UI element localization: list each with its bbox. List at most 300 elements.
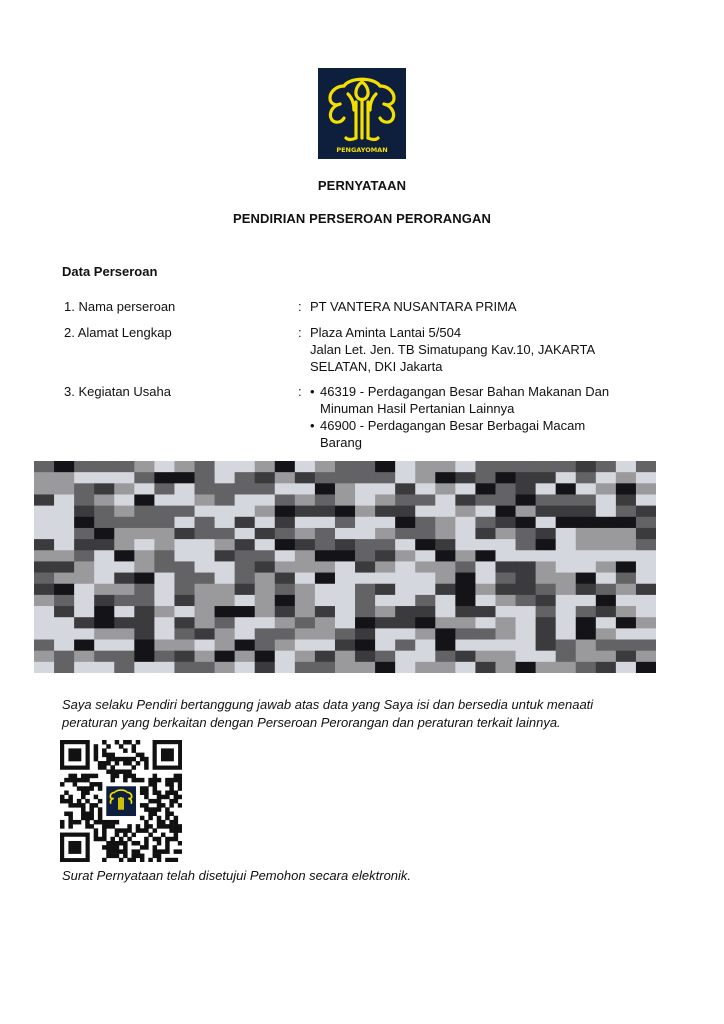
- redaction-cell: [355, 628, 376, 640]
- redaction-cell: [235, 494, 256, 506]
- qr-module: [161, 849, 166, 854]
- redaction-cell: [375, 640, 396, 652]
- redaction-cell: [375, 461, 396, 473]
- qr-module: [102, 740, 107, 745]
- redaction-cell: [174, 494, 195, 506]
- redaction-cell: [415, 651, 436, 663]
- redaction-cell: [114, 539, 135, 551]
- qr-module: [140, 786, 145, 791]
- redaction-cell: [375, 494, 396, 506]
- redaction-cell: [516, 651, 537, 663]
- qr-module: [102, 828, 107, 833]
- redaction-cell: [636, 595, 656, 607]
- qr-module: [89, 803, 94, 808]
- redaction-cell: [235, 517, 256, 529]
- redaction-cell: [435, 494, 456, 506]
- redaction-cell: [134, 461, 155, 473]
- redaction-cell: [275, 461, 296, 473]
- redaction-cell: [114, 584, 135, 596]
- redaction-cell: [616, 662, 637, 673]
- qr-module: [81, 812, 86, 817]
- redaction-cell: [134, 517, 155, 529]
- qr-module: [115, 774, 120, 779]
- qr-module: [123, 740, 128, 745]
- qr-module: [169, 782, 174, 787]
- qr-module: [174, 778, 179, 783]
- redaction-cell: [134, 628, 155, 640]
- redaction-cell: [154, 461, 175, 473]
- redaction-cell: [74, 662, 95, 673]
- redaction-cell: [475, 584, 496, 596]
- qr-module: [102, 748, 107, 753]
- redaction-cell: [154, 640, 175, 652]
- redaction-cell: [114, 651, 135, 663]
- redaction-cell: [215, 528, 236, 540]
- qr-module: [85, 774, 90, 779]
- redaction-cell: [195, 461, 216, 473]
- redaction-cell: [235, 550, 256, 562]
- qr-module: [106, 744, 111, 749]
- redaction-cell: [435, 640, 456, 652]
- redaction-cell: [195, 528, 216, 540]
- redaction-cell: [335, 595, 356, 607]
- qr-module: [110, 765, 115, 770]
- redaction-cell: [596, 561, 617, 573]
- qr-module: [94, 753, 99, 758]
- redaction-cell: [335, 461, 356, 473]
- redaction-cell: [335, 573, 356, 585]
- redaction-cell: [616, 606, 637, 618]
- qr-module: [73, 774, 78, 779]
- redaction-cell: [516, 662, 537, 673]
- qr-module: [98, 837, 103, 842]
- redaction-cell: [516, 606, 537, 618]
- qr-module: [178, 803, 182, 808]
- redaction-cell: [355, 506, 376, 518]
- redaction-cell: [255, 595, 276, 607]
- redaction-cell: [516, 595, 537, 607]
- qr-module: [98, 812, 103, 817]
- qr-module: [85, 790, 90, 795]
- redaction-cell: [134, 528, 155, 540]
- qr-module: [165, 812, 170, 817]
- qr-module: [178, 824, 182, 829]
- redaction-cell: [195, 617, 216, 629]
- redaction-cell: [154, 651, 175, 663]
- redaction-cell: [295, 506, 316, 518]
- redaction-cell: [556, 561, 577, 573]
- redaction-cell: [195, 628, 216, 640]
- qr-module: [119, 757, 124, 762]
- redaction-cell: [455, 517, 476, 529]
- redaction-cell: [215, 595, 236, 607]
- redaction-cell: [315, 494, 336, 506]
- redaction-cell: [235, 461, 256, 473]
- qr-module: [165, 795, 170, 800]
- redaction-cell: [54, 640, 75, 652]
- redaction-cell: [295, 472, 316, 484]
- redaction-cell: [134, 617, 155, 629]
- redaction-cell: [636, 606, 656, 618]
- redaction-cell: [315, 483, 336, 495]
- redaction-cell: [616, 651, 637, 663]
- redaction-cell: [435, 662, 456, 673]
- qr-module: [110, 778, 115, 783]
- redaction-cell: [215, 606, 236, 618]
- field-colon: :: [298, 325, 302, 340]
- redaction-cell: [495, 662, 516, 673]
- field-value-line: Plaza Aminta Lantai 5/504: [310, 325, 462, 340]
- activity-item: [310, 383, 660, 417]
- redaction-cell: [74, 539, 95, 551]
- redaction-cell: [475, 506, 496, 518]
- activity-item: [310, 417, 660, 451]
- qr-module: [68, 774, 73, 779]
- redaction-cell: [255, 662, 276, 673]
- redaction-cell: [174, 584, 195, 596]
- redaction-cell: [455, 595, 476, 607]
- redaction-cell: [556, 506, 577, 518]
- qr-finder-pattern: [68, 748, 81, 761]
- qr-module: [132, 757, 137, 762]
- redaction-cell: [516, 472, 537, 484]
- redaction-cell: [295, 662, 316, 673]
- redaction-cell: [154, 561, 175, 573]
- redaction-cell: [74, 606, 95, 618]
- redaction-cell: [315, 640, 336, 652]
- redaction-cell: [636, 483, 656, 495]
- qr-module: [115, 854, 120, 859]
- qr-code: [60, 740, 182, 862]
- qr-module: [174, 774, 179, 779]
- qr-module: [140, 790, 145, 795]
- qr-module: [144, 757, 149, 762]
- qr-module: [81, 790, 86, 795]
- qr-module: [161, 833, 166, 838]
- redaction-cell: [154, 584, 175, 596]
- redaction-cell: [235, 640, 256, 652]
- redaction-cell: [576, 506, 597, 518]
- redaction-cell: [536, 606, 557, 618]
- redaction-cell: [395, 573, 416, 585]
- redaction-cell: [415, 628, 436, 640]
- redaction-cell: [195, 550, 216, 562]
- qr-finder-pattern: [68, 841, 81, 854]
- qr-module: [119, 769, 124, 774]
- redaction-cell: [395, 640, 416, 652]
- redaction-cell: [94, 528, 115, 540]
- redaction-cell: [54, 494, 75, 506]
- redaction-cell: [616, 584, 637, 596]
- qr-module: [85, 824, 90, 829]
- redaction-cell: [415, 606, 436, 618]
- redaction-cell: [74, 651, 95, 663]
- redaction-cell: [215, 472, 236, 484]
- redaction-cell: [74, 550, 95, 562]
- qr-module: [178, 841, 182, 846]
- redaction-cell: [74, 517, 95, 529]
- qr-module: [94, 757, 99, 762]
- redaction-cell: [636, 651, 656, 663]
- qr-module: [89, 812, 94, 817]
- redaction-cell: [576, 617, 597, 629]
- redaction-cell: [34, 517, 55, 529]
- redaction-cell: [134, 584, 155, 596]
- qr-module: [157, 790, 162, 795]
- redaction-cell: [636, 628, 656, 640]
- redaction-cell: [455, 640, 476, 652]
- qr-module: [89, 782, 94, 787]
- qr-module: [85, 812, 90, 817]
- redaction-cell: [74, 595, 95, 607]
- redaction-cell: [355, 584, 376, 596]
- qr-module: [102, 858, 107, 862]
- redaction-cell: [636, 472, 656, 484]
- redaction-cell: [616, 517, 637, 529]
- redaction-cell: [495, 539, 516, 551]
- redaction-cell: [636, 539, 656, 551]
- redaction-cell: [395, 628, 416, 640]
- field-value: [310, 324, 660, 375]
- redaction-cell: [195, 584, 216, 596]
- qr-module: [94, 774, 99, 779]
- redaction-cell: [475, 628, 496, 640]
- qr-module: [68, 778, 73, 783]
- redaction-cell: [495, 494, 516, 506]
- redaction-cell: [315, 606, 336, 618]
- redaction-cell: [134, 662, 155, 673]
- redaction-cell: [174, 472, 195, 484]
- redaction-cell: [536, 595, 557, 607]
- qr-module: [178, 774, 182, 779]
- redaction-cell: [255, 561, 276, 573]
- redaction-cell: [235, 472, 256, 484]
- redaction-cell: [235, 584, 256, 596]
- qr-module: [98, 807, 103, 812]
- redaction-cell: [235, 539, 256, 551]
- qr-module: [153, 854, 158, 859]
- redaction-cell: [576, 662, 597, 673]
- qr-module: [127, 828, 132, 833]
- qr-module: [68, 824, 73, 829]
- redaction-cell: [395, 472, 416, 484]
- qr-module: [144, 828, 149, 833]
- redaction-cell: [174, 662, 195, 673]
- redaction-cell: [94, 539, 115, 551]
- qr-module: [64, 799, 69, 804]
- qr-module: [148, 812, 153, 817]
- redaction-cell: [114, 517, 135, 529]
- qr-module: [123, 757, 128, 762]
- redaction-cell: [174, 640, 195, 652]
- qr-module: [165, 845, 170, 850]
- qr-module: [132, 748, 137, 753]
- redaction-cell: [395, 461, 416, 473]
- redaction-cell: [255, 606, 276, 618]
- redaction-cell: [556, 606, 577, 618]
- redaction-cell: [94, 584, 115, 596]
- redaction-cell: [174, 595, 195, 607]
- qr-module: [89, 816, 94, 821]
- redaction-cell: [375, 651, 396, 663]
- document-subtitle: PENDIRIAN PERSEROAN PERORANGAN: [233, 211, 491, 226]
- field-value: [310, 383, 660, 451]
- qr-module: [89, 786, 94, 791]
- redaction-cell: [596, 517, 617, 529]
- redaction-cell: [495, 528, 516, 540]
- redaction-cell: [415, 573, 436, 585]
- redaction-cell: [335, 528, 356, 540]
- qr-module: [136, 778, 141, 783]
- redaction-cell: [114, 628, 135, 640]
- qr-module: [119, 841, 124, 846]
- qr-module: [169, 837, 174, 842]
- redaction-cell: [174, 617, 195, 629]
- qr-module: [144, 761, 149, 766]
- qr-module: [106, 757, 111, 762]
- redaction-cell: [375, 561, 396, 573]
- redaction-cell: [495, 573, 516, 585]
- qr-module: [68, 812, 73, 817]
- redaction-cell: [556, 539, 577, 551]
- qr-module: [106, 849, 111, 854]
- qr-module: [106, 845, 111, 850]
- qr-module: [169, 812, 174, 817]
- redaction-cell: [596, 472, 617, 484]
- redaction-cell: [215, 550, 236, 562]
- redaction-cell: [195, 483, 216, 495]
- qr-module: [60, 820, 65, 825]
- qr-module: [140, 828, 145, 833]
- redaction-cell: [255, 517, 276, 529]
- redaction-cell: [636, 561, 656, 573]
- redaction-cell: [34, 561, 55, 573]
- redaction-cell: [435, 573, 456, 585]
- qr-module: [81, 774, 86, 779]
- activity-line: Minuman Hasil Pertanian Lainnya: [320, 401, 515, 416]
- redaction-cell: [475, 640, 496, 652]
- qr-module: [174, 833, 179, 838]
- qr-module: [169, 786, 174, 791]
- redaction-cell: [34, 539, 55, 551]
- redaction-cell: [616, 628, 637, 640]
- qr-module: [64, 812, 69, 817]
- field-value-line: Jalan Let. Jen. TB Simatupang Kav.10, JAKARTA: [310, 342, 596, 357]
- redaction-cell: [475, 517, 496, 529]
- redaction-cell: [576, 640, 597, 652]
- qr-module: [73, 778, 78, 783]
- qr-module: [123, 828, 128, 833]
- redaction-cell: [54, 662, 75, 673]
- redaction-cell: [415, 550, 436, 562]
- qr-module: [169, 820, 174, 825]
- redaction-cell: [295, 517, 316, 529]
- qr-module: [60, 782, 65, 787]
- redaction-cell: [255, 628, 276, 640]
- redaction-cell: [395, 528, 416, 540]
- redaction-cell: [275, 617, 296, 629]
- qr-module: [144, 837, 149, 842]
- redaction-cell: [455, 617, 476, 629]
- redaction-cell: [415, 506, 436, 518]
- redaction-cell: [34, 528, 55, 540]
- redaction-cell: [556, 640, 577, 652]
- redaction-cell: [455, 573, 476, 585]
- redaction-cell: [315, 584, 336, 596]
- redaction-cell: [215, 628, 236, 640]
- qr-module: [110, 824, 115, 829]
- qr-module: [174, 790, 179, 795]
- redaction-cell: [335, 662, 356, 673]
- redaction-cell: [495, 640, 516, 652]
- qr-module: [98, 786, 103, 791]
- qr-module: [106, 753, 111, 758]
- redaction-cell: [355, 539, 376, 551]
- qr-module: [157, 816, 162, 821]
- redaction-cell: [375, 517, 396, 529]
- redaction-cell: [295, 461, 316, 473]
- redaction-cell: [395, 539, 416, 551]
- qr-module: [165, 782, 170, 787]
- qr-module: [85, 799, 90, 804]
- redaction-cell: [54, 561, 75, 573]
- qr-module: [115, 849, 120, 854]
- qr-module: [165, 824, 170, 829]
- redaction-cell: [134, 640, 155, 652]
- qr-module: [157, 841, 162, 846]
- redaction-cell: [636, 461, 656, 473]
- redaction-cell: [415, 595, 436, 607]
- qr-module: [178, 795, 182, 800]
- qr-module: [132, 774, 137, 779]
- redaction-cell: [576, 517, 597, 529]
- redaction-cell: [215, 539, 236, 551]
- redaction-cell: [495, 606, 516, 618]
- redaction-cell: [536, 573, 557, 585]
- qr-module: [77, 778, 82, 783]
- redaction-cell: [616, 561, 637, 573]
- redaction-cell: [355, 528, 376, 540]
- redaction-cell: [435, 617, 456, 629]
- redaction-cell: [576, 573, 597, 585]
- redaction-cell: [475, 573, 496, 585]
- qr-module: [110, 820, 115, 825]
- qr-module: [81, 795, 86, 800]
- redaction-cell: [596, 573, 617, 585]
- redaction-cell: [536, 472, 557, 484]
- redaction-cell: [576, 461, 597, 473]
- redaction-cell: [34, 494, 55, 506]
- redaction-cell: [596, 617, 617, 629]
- redaction-cell: [536, 561, 557, 573]
- redaction-cell: [134, 472, 155, 484]
- activity-line: 46319 - Perdagangan Besar Bahan Makanan Dan: [320, 384, 610, 399]
- redaction-cell: [154, 472, 175, 484]
- redaction-cell: [556, 662, 577, 673]
- qr-module: [89, 774, 94, 779]
- qr-module: [89, 824, 94, 829]
- redaction-cell: [114, 550, 135, 562]
- qr-module: [169, 858, 174, 862]
- redaction-cell: [74, 528, 95, 540]
- activity-line: Barang: [320, 435, 362, 450]
- redaction-cell: [315, 472, 336, 484]
- redaction-cell: [495, 651, 516, 663]
- qr-module: [132, 778, 137, 783]
- qr-module: [174, 824, 179, 829]
- redaction-cell: [516, 461, 537, 473]
- qr-module: [148, 833, 153, 838]
